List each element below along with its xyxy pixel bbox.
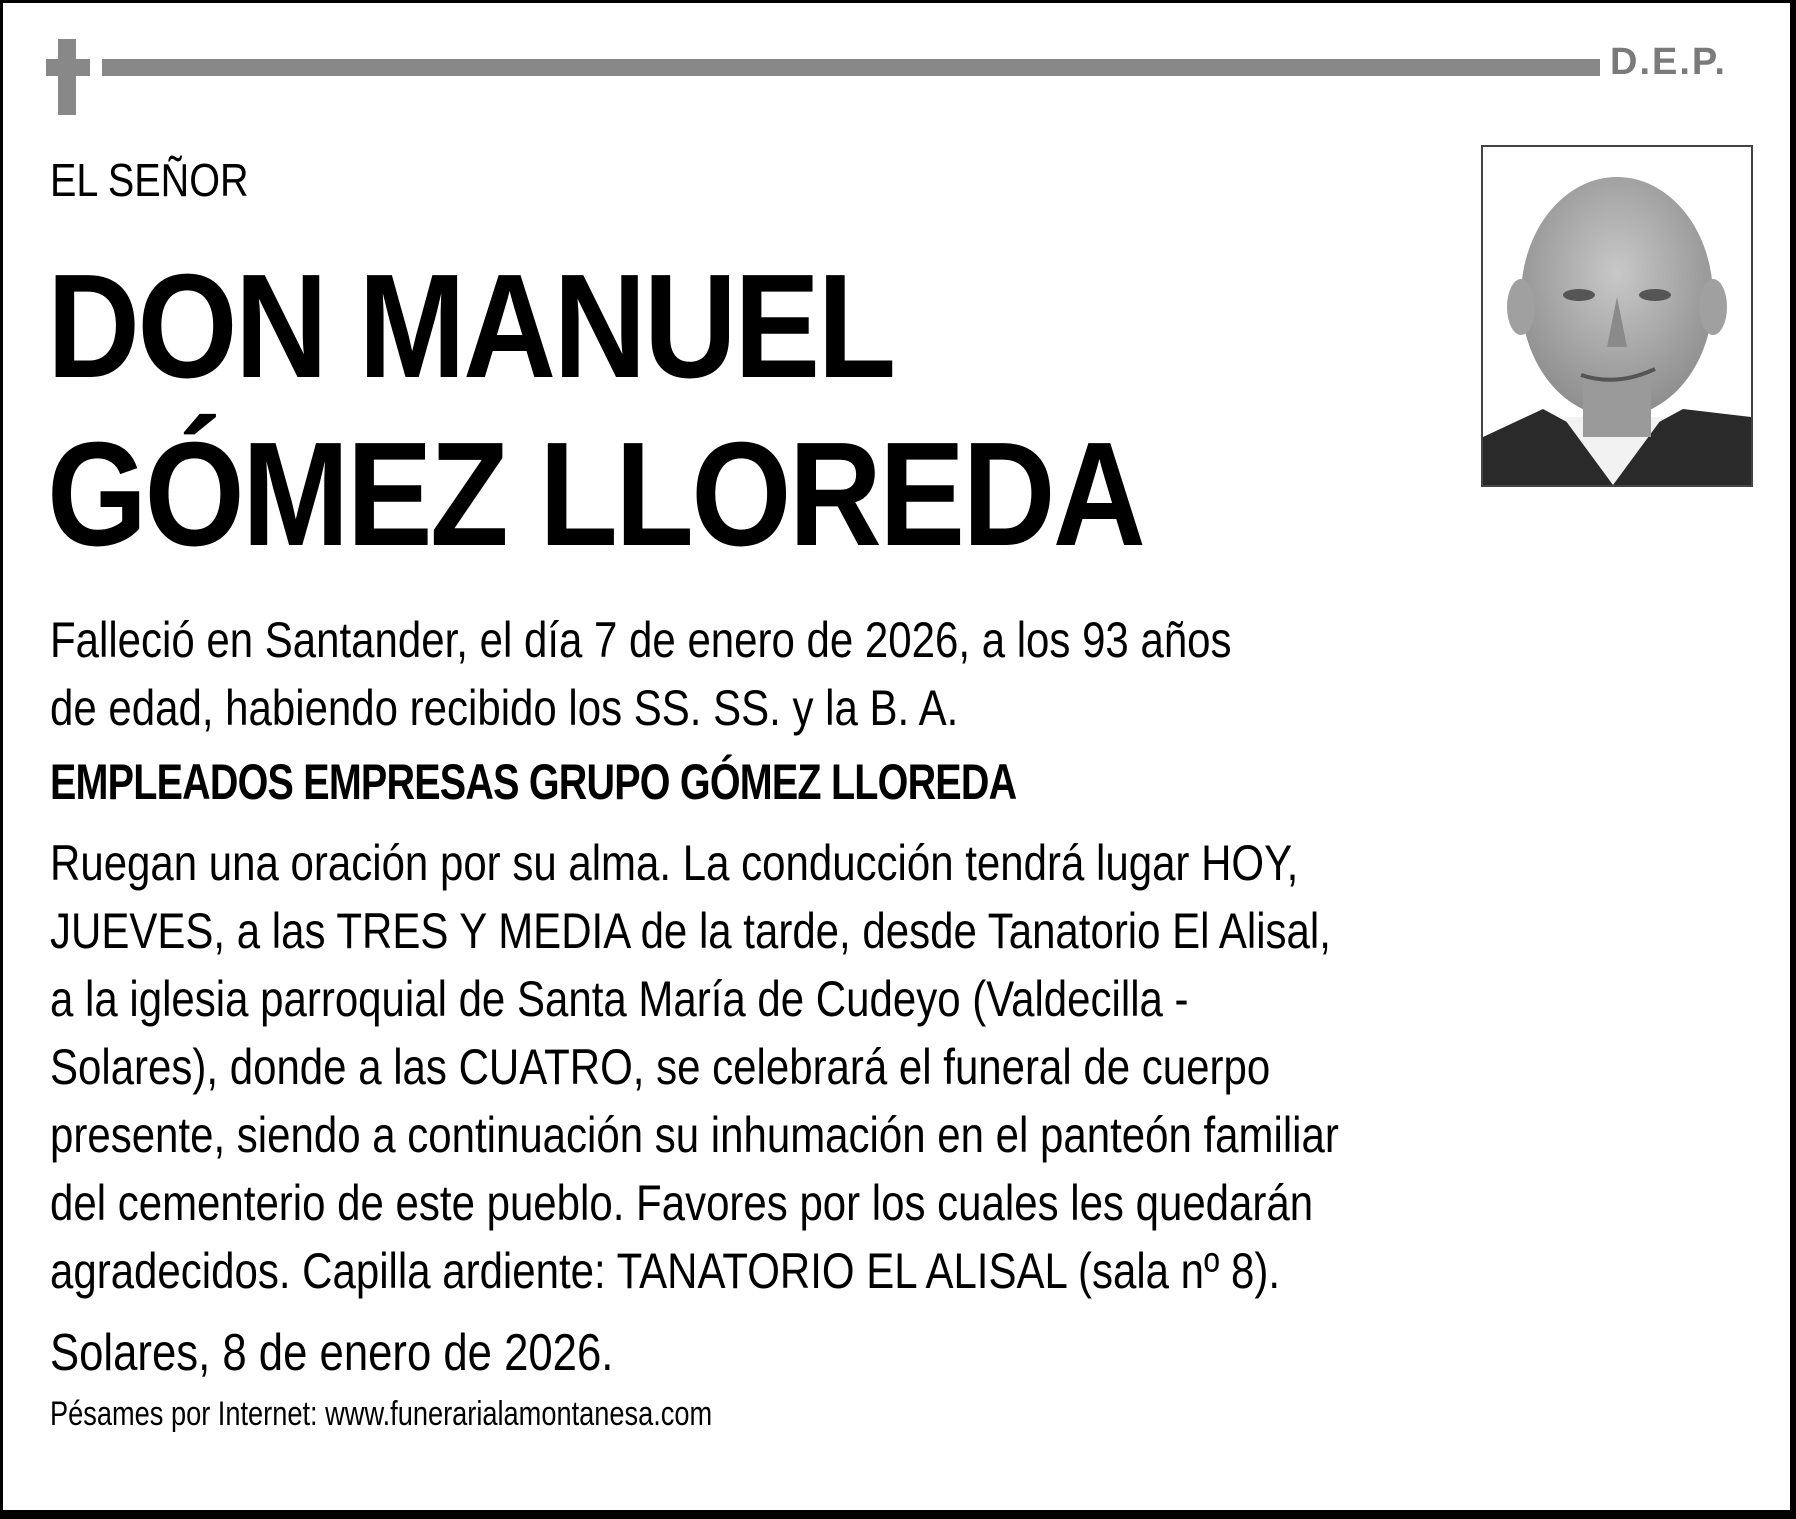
service-line: Solares), donde a las CUATRO, se celebrará el funeral de cuerpo [50,1039,1271,1095]
service-line: Ruegan una oración por su alma. La conducción tendrá lugar HOY, [50,835,1299,891]
portrait-photo [1481,145,1753,487]
condolences-link: Pésames por Internet: www.funerarialamontanesa.com [50,1395,713,1433]
service-line: del cementerio de este pueblo. Favores por los cuales les quedarán [50,1175,1314,1231]
mourners-heading: EMPLEADOS EMPRESAS GRUPO GÓMEZ LLOREDA [50,754,1017,810]
portrait-image [1483,147,1751,485]
death-notice-line: de edad, habiendo recibido los SS. SS. y la B. A. [50,680,959,736]
honorific: EL SEÑOR [50,154,249,206]
deceased-name-line2: GÓMEZ LLOREDA [47,412,1144,577]
death-notice-line: Falleció en Santander, el día 7 de enero de 2026, a los 93 años [50,612,1232,668]
service-line: JUEVES, a las TRES Y MEDIA de la tarde, desde Tanatorio El Alisal, [50,903,1331,959]
service-line: a la iglesia parroquial de Santa María de Cudeyo (Valdecilla - [50,971,1189,1027]
deceased-name-line1: DON MANUEL [47,244,894,409]
cross-icon [58,39,76,115]
header-rule [102,59,1600,76]
service-line: presente, siendo a continuación su inhumación en el panteón familiar [50,1107,1339,1163]
place-date: Solares, 8 de enero de 2026. [50,1324,614,1382]
cross-icon-bar [46,59,90,76]
death-notice [50,606,1232,742]
service-line: agradecidos. Capilla ardiente: TANATORIO EL ALISAL (sala nº 8). [50,1243,1281,1299]
dep-label: D.E.P. [1610,41,1727,83]
service-details [50,829,1339,1305]
